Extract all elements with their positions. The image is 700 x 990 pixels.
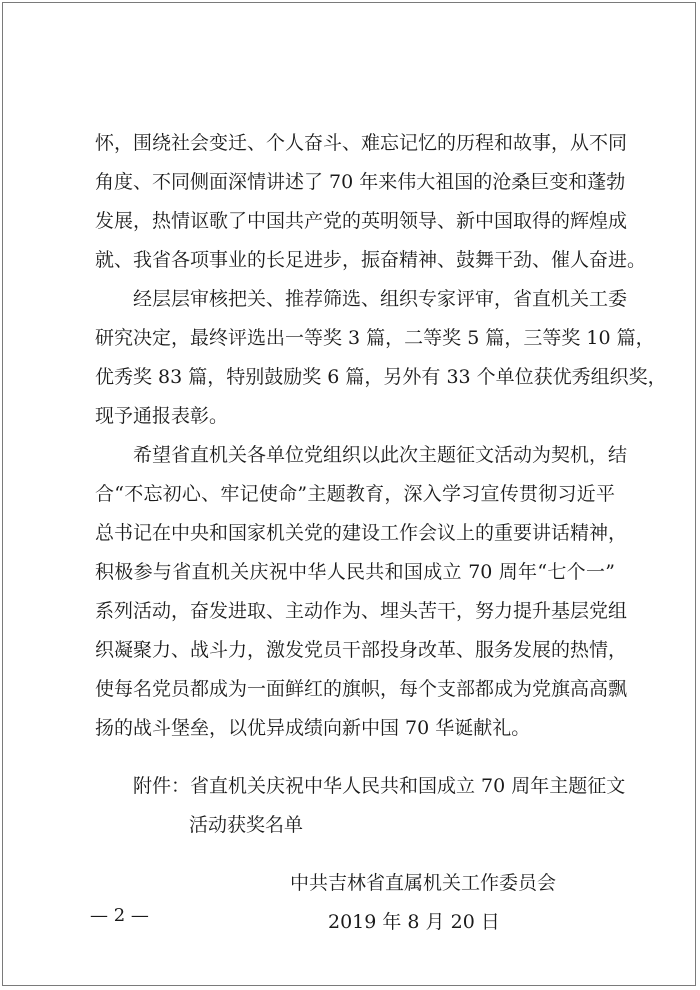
paragraph-1-line-4: 就、我省各项事业的长足进步，振奋精神、鼓舞干劲、催人奋进。 <box>95 249 647 271</box>
paragraph-2-line-4: 现予通报表彰。 <box>95 405 229 427</box>
paragraph-2-line-3: 优秀奖 83 篇，特别鼓励奖 6 篇，另外有 33 个单位获优秀组织奖， <box>95 366 667 388</box>
paragraph-3-line-7: 使每名党员都成为一面鲜红的旗帜，每个支部都成为党旗高高飘 <box>95 678 628 700</box>
paragraph-1-line-3: 发展，热情讴歌了中国共产党的英明领导、新中国取得的辉煌成 <box>95 210 628 232</box>
attachment-line-1: 附件：省直机关庆祝中华人民共和国成立 70 周年主题征文 <box>133 775 626 797</box>
paragraph-3-line-4: 积极参与省直机关庆祝中华人民共和国成立 70 周年“七个一” <box>95 561 615 583</box>
attachment-line-2: 活动获奖名单 <box>189 814 304 836</box>
signature-date: 2019 年 8 月 20 日 <box>328 911 500 933</box>
paragraph-3-line-5: 系列活动，奋发进取、主动作为、埋头苦干，努力提升基层党组 <box>95 600 628 622</box>
signature-organization: 中共吉林省直属机关工作委员会 <box>290 872 557 894</box>
paragraph-3-line-2: 合“不忘初心、牢记使命”主题教育，深入学习宣传贯彻习近平 <box>95 483 615 505</box>
paragraph-3-line-3: 总书记在中央和国家机关党的建设工作会议上的重要讲话精神， <box>95 522 628 544</box>
page-number: — 2 — <box>90 905 149 926</box>
paragraph-2-line-1: 经层层审核把关、推荐筛选、组织专家评审，省直机关工委 <box>133 288 628 310</box>
paragraph-3-line-8: 扬的战斗堡垒，以优异成绩向新中国 70 华诞献礼。 <box>95 717 531 739</box>
paragraph-1-line-1: 怀，围绕社会变迁、个人奋斗、难忘记忆的历程和故事，从不同 <box>95 132 628 154</box>
paragraph-2-line-2: 研究决定，最终评选出一等奖 3 篇，二等奖 5 篇，三等奖 10 篇， <box>95 327 655 349</box>
paragraph-1-line-2: 角度、不同侧面深情讲述了 70 年来伟大祖国的沧桑巨变和蓬勃 <box>95 171 626 193</box>
paragraph-3-line-1: 希望省直机关各单位党组织以此次主题征文活动为契机，结 <box>133 444 628 466</box>
paragraph-3-line-6: 织凝聚力、战斗力，激发党员干部投身改革、服务发展的热情， <box>95 639 628 661</box>
